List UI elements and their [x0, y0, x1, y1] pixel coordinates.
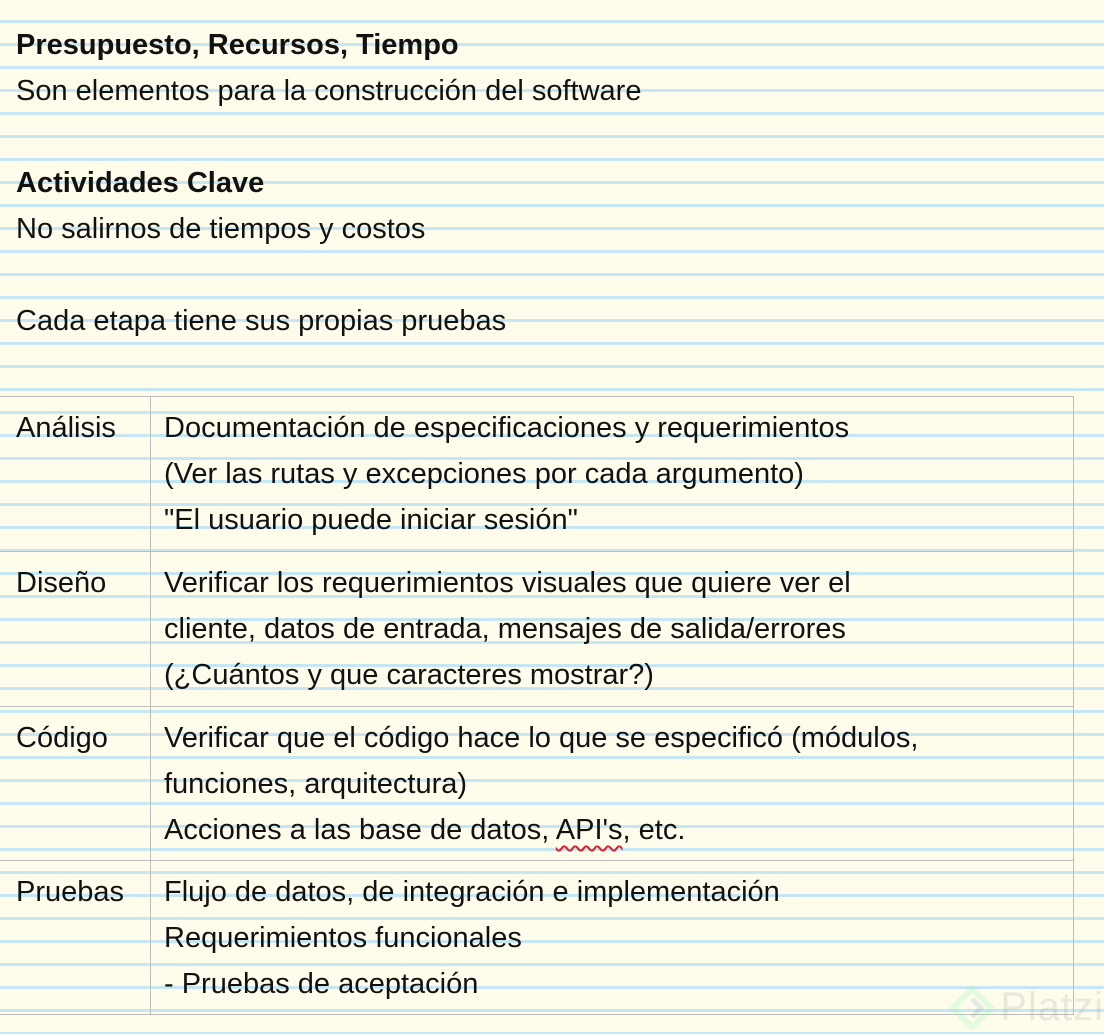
stage-label: Diseño [16, 567, 107, 599]
stage-label: Análisis [16, 412, 116, 444]
platzi-logo-icon [950, 986, 994, 1030]
table-row-analisis [0, 397, 1073, 552]
description-line: cliente, datos de entrada, mensajes de salida/errores [164, 613, 846, 645]
stage-label: Código [16, 722, 108, 754]
description-line: Verificar los requerimientos visuales que quiere ver el [164, 567, 851, 599]
description-line: funciones, arquitectura) [164, 768, 468, 800]
table-row-diseno [0, 552, 1073, 707]
description-line: (Ver las rutas y excepciones por cada argumento) [164, 458, 804, 490]
description-line: - Pruebas de aceptación [164, 968, 479, 1000]
description-line: Documentación de especificaciones y requerimientos [164, 412, 850, 444]
description-line: Requerimientos funcionales [164, 922, 522, 954]
stage-label: Pruebas [16, 876, 125, 908]
table-row-pruebas [0, 861, 1073, 1014]
section-text-activities: No salirnos de tiempos y costos [16, 213, 426, 245]
watermark-text: Platzi [1000, 985, 1104, 1029]
description-line: "El usuario puede iniciar sesión" [164, 504, 578, 536]
description-text: Acciones a las base de datos, [164, 814, 556, 846]
description-line [164, 807, 685, 853]
table-row-codigo [0, 707, 1073, 861]
spellcheck-flagged-word: API's [555, 814, 623, 846]
section-text-budget: Son elementos para la construcción del software [16, 75, 642, 107]
section-note-tests: Cada etapa tiene sus propias pruebas [16, 305, 507, 337]
section-title-activities: Actividades Clave [16, 167, 265, 199]
description-line: (¿Cuántos y que caracteres mostrar?) [164, 659, 654, 691]
description-line: Flujo de datos, de integración e implementación [164, 876, 780, 908]
description-line: Verificar que el código hace lo que se especificó (módulos, [164, 722, 919, 754]
platzi-watermark [950, 985, 1104, 1030]
stages-table [0, 396, 1074, 1015]
description-text: , etc. [622, 814, 686, 846]
section-title-budget: Presupuesto, Recursos, Tiempo [16, 29, 459, 61]
